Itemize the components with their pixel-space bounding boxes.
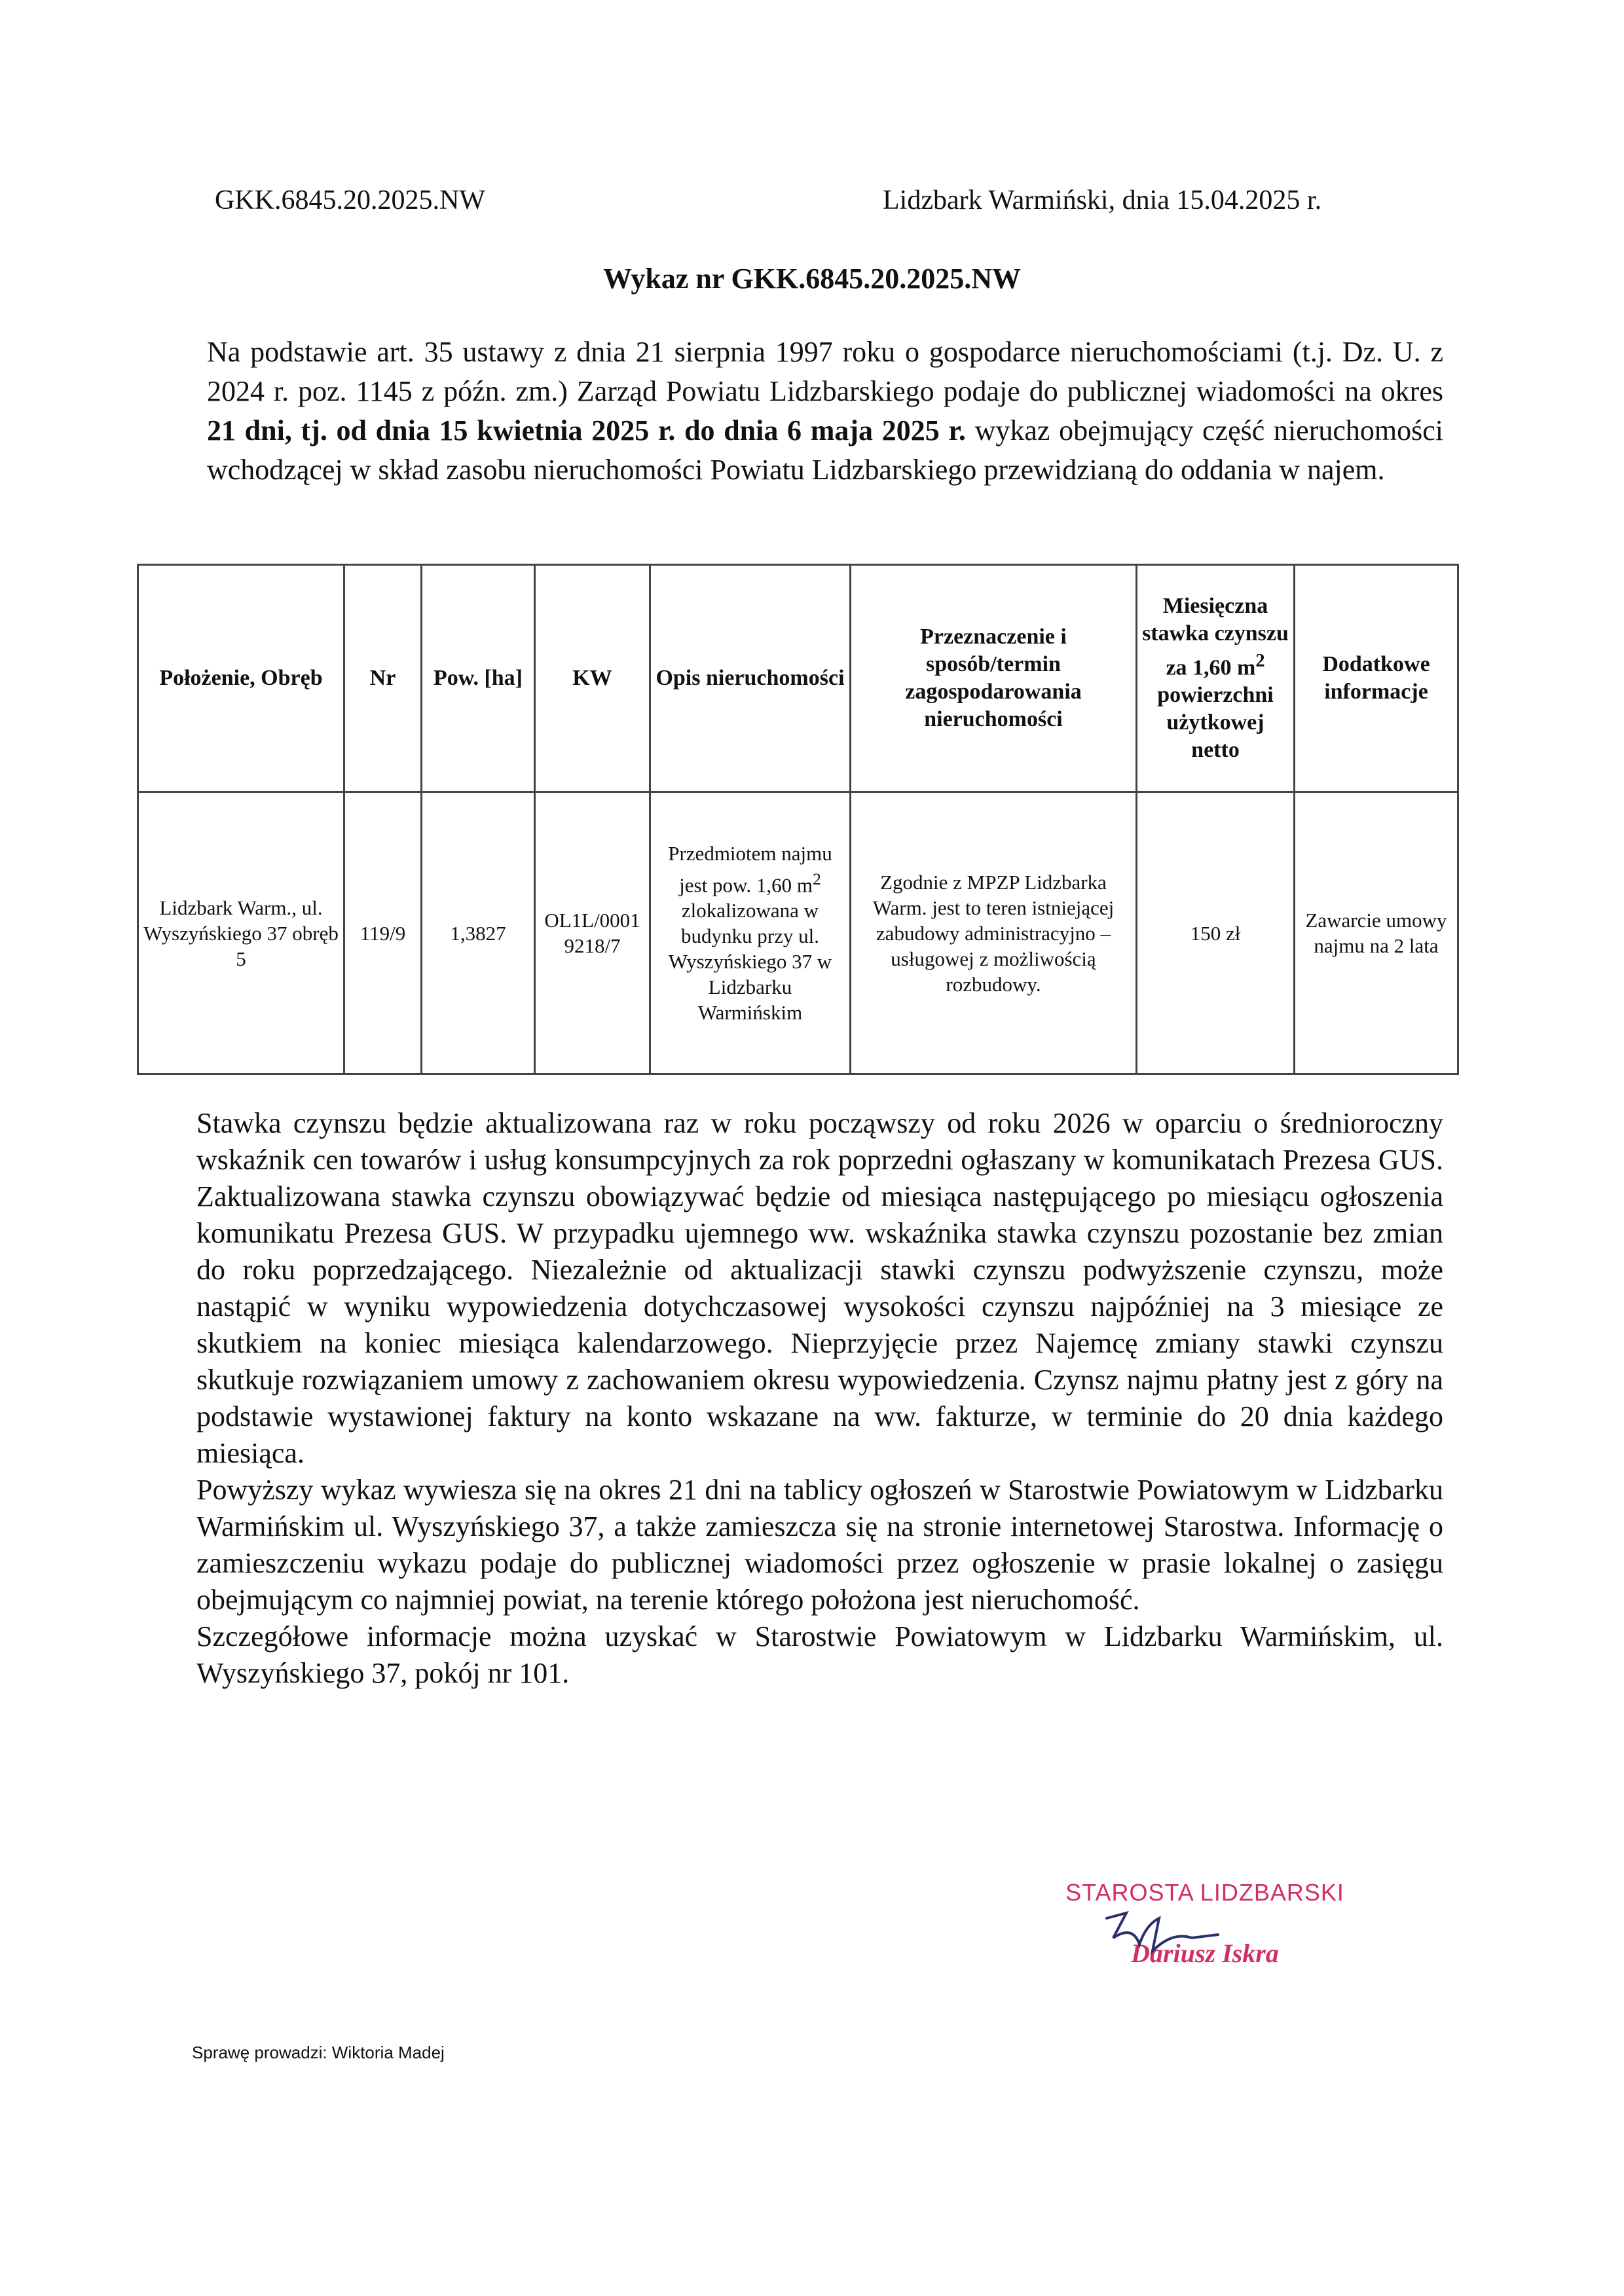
body-paragraph-2: Powyższy wykaz wywiesza się na okres 21 dni na tablicy ogłoszeń w Starostwie Powiatowym w Lidzbarku Warmińskim ul. Wyszyńskiego 37, a także zamieszcza się na stronie internetowej Starostwa. Informację o zamieszczeniu wykazu podaje do publicznej wiadomości przez ogłoszenie w prasie lokalnej o zasięgu obejmującym co najmniej powiat, na terenie którego położona jest nieruchomość.: [196, 1474, 1443, 1616]
stamp-name: Dariusz Iskra: [1131, 1939, 1279, 1968]
description-text: Przedmiotem najmu jest pow. 1,60 m: [668, 841, 832, 897]
document-reference: GKK.6845.20.2025.NW: [215, 185, 485, 215]
intro-text-1: Na podstawie art. 35 ustawy z dnia 21 sierpnia 1997 roku o gospodarce nieruchomościami (t.j. Dz. U. z 2024 r. poz. 1145 z późn. zm.) Zarząd Powiatu Lidzbarskiego podaje do publicznej wiadomości na okres: [207, 336, 1443, 407]
table-row: [138, 792, 1458, 1074]
intro-text-2: wykaz obejmujący część nieruchomości wchodzącej w skład zasobu nieruchomości Powiatu Lidzbarskiego przewidzianą do oddania w najem.: [207, 414, 1443, 486]
col-header-description: Opis nieruchomości: [650, 565, 851, 792]
cell-description: [650, 792, 851, 1074]
body-paragraph-3: Szczegółowe informacje można uzyskać w Starostwie Powiatowym w Lidzbarku Warmińskim, ul. Wyszyńskiego 37, pokój nr 101.: [196, 1620, 1443, 1689]
description-text-2: zlokalizowana w budynku przy ul. Wyszyńskiego 37 w Lidzbarku Warmińskim: [668, 899, 832, 1025]
cell-purpose: Zgodnie z MPZP Lidzbarka Warm. jest to teren istniejącej zabudowy administracyjno – usługowej z możliwością rozbudowy.: [851, 792, 1137, 1074]
col-header-rate: [1137, 565, 1295, 792]
col-header-location: Położenie, Obręb: [138, 565, 344, 792]
col-header-area: Pow. [ha]: [422, 565, 535, 792]
rate-header-text: Miesięczna stawka czynszu za 1,60 m: [1142, 593, 1289, 680]
document-title: Wykaz nr GKK.6845.20.2025.NW: [602, 263, 1022, 295]
cell-rate: 150 zł: [1137, 792, 1295, 1074]
property-table: [137, 564, 1459, 1075]
case-handler-note: Sprawę prowadzi: Wiktoria Madej: [192, 2043, 445, 2062]
rate-header-text-2: powierzchni użytkowej netto: [1157, 683, 1274, 763]
rate-header-sup: 2: [1255, 650, 1265, 671]
body-text: [196, 1105, 1443, 1692]
intro-period-bold: 21 dni, tj. od dnia 15 kwietnia 2025 r. do dnia 6 maja 2025 r.: [207, 414, 966, 446]
signature-icon: [1087, 1899, 1244, 1977]
col-header-purpose: Przeznaczenie i sposób/termin zagospodarowania nieruchomości: [851, 565, 1137, 792]
body-paragraph-1: Stawka czynszu będzie aktualizowana raz w roku począwszy od roku 2026 w oparciu o średnioroczny wskaźnik cen towarów i usług konsumpcyjnych za rok poprzedni ogłaszany w komunikatach Prezesa GUS. Zaktualizowana stawka czynszu obowiązywać będzie od miesiąca następującego po miesiącu ogłoszenia komunikatu Prezesa GUS. W przypadku ujemnego ww. wskaźnika stawka czynszu pozostanie bez zmian do roku poprzedzającego. Niezależnie od aktualizacji stawki czynszu podwyższenie czynszu, może nastąpić w wyniku wypowiedzenia dotychczasowej wysokości czynszu najpóźniej na 3 miesiące ze skutkiem na koniec miesiąca kalendarzowego. Nieprzyjęcie przez Najemcę zmiany stawki czynszu skutkuje rozwiązaniem umowy z zachowaniem okresu wypowiedzenia. Czynsz najmu płatny jest z góry na podstawie wystawionej faktury na konto wskazane na ww. fakturze, w terminie do 20 dnia każdego miesiąca.: [196, 1107, 1443, 1469]
place-and-date: Lidzbark Warmiński, dnia 15.04.2025 r.: [883, 185, 1322, 215]
cell-area: 1,3827: [422, 792, 535, 1074]
cell-location: Lidzbark Warm., ul. Wyszyńskiego 37 obręb 5: [138, 792, 344, 1074]
stamp-organization: STAROSTA LIDZBARSKI: [1065, 1879, 1344, 1906]
col-header-extra: Dodatkowe informacje: [1295, 565, 1458, 792]
cell-kw: OL1L/00019218/7: [535, 792, 650, 1074]
cell-nr: 119/9: [344, 792, 422, 1074]
col-header-kw: KW: [535, 565, 650, 792]
description-sup: 2: [812, 869, 821, 888]
intro-paragraph: [207, 333, 1443, 490]
cell-extra: Zawarcie umowy najmu na 2 lata: [1295, 792, 1458, 1074]
col-header-nr: Nr: [344, 565, 422, 792]
table-header-row: [138, 565, 1458, 792]
